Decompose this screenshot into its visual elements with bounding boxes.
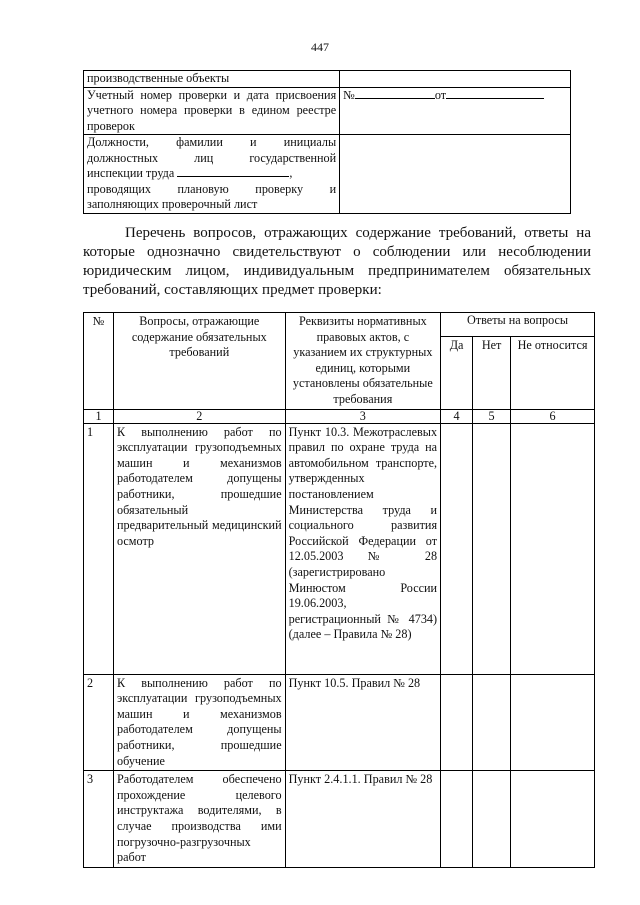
- answer-not-applicable-cell[interactable]: [511, 423, 595, 674]
- inspectors-label: [84, 135, 340, 214]
- column-number: 6: [511, 409, 595, 423]
- column-number: 2: [114, 409, 286, 423]
- production-objects-label: производственные объекты: [84, 71, 340, 88]
- answer-no-cell[interactable]: [473, 423, 511, 674]
- question-text: К выполнению работ по эксплуатации грузоподъемных машин и механизмов работодателем допущены работники, прошедшие обязательный предварительный медицинский осмотр: [114, 423, 286, 674]
- inspectors-line: Должности, фамилии и инициалы: [87, 135, 337, 149]
- answer-yes-cell[interactable]: [441, 423, 473, 674]
- answer-yes-cell[interactable]: [441, 674, 473, 771]
- header-not-applicable: Не относится: [511, 336, 595, 409]
- table-row: [84, 87, 571, 135]
- number-blank: [355, 88, 435, 99]
- inspection-info-table: [83, 70, 571, 214]
- question-text: К выполнению работ по эксплуатации грузоподъемных машин и механизмов работодателем допущены работники, прошедшие обучение: [114, 674, 286, 771]
- requisites-text: Пункт 2.4.1.1. Правил № 28: [285, 771, 440, 868]
- number-sign: №: [343, 87, 355, 102]
- row-number: 3: [84, 771, 114, 868]
- header-answers: Ответы на вопросы: [441, 313, 595, 337]
- header-no-answer: Нет: [473, 336, 511, 409]
- checklist-table: [83, 312, 595, 868]
- table-row: [84, 423, 595, 674]
- inspectors-blank: [177, 166, 289, 177]
- answer-yes-cell[interactable]: [441, 771, 473, 868]
- header-yes: Да: [441, 336, 473, 409]
- column-number: 1: [84, 409, 114, 423]
- header-requisites: Реквизиты нормативных правовых актов, с указанием их структурных единиц, которыми установлены обязательные требования: [285, 313, 440, 410]
- header-no: №: [84, 313, 114, 410]
- row-number: 1: [84, 423, 114, 674]
- inspectors-value: [340, 135, 571, 214]
- answer-no-cell[interactable]: [473, 771, 511, 868]
- intro-text: Перечень вопросов, отражающих содержание требований, ответы на которые однозначно свидетельствуют о соблюдении или несоблюдении юридическим лицом, индивидуальным предпринимателем обязательных требований, составляющих предмет проверки:: [83, 225, 591, 298]
- answer-not-applicable-cell[interactable]: [511, 674, 595, 771]
- table-row: [84, 674, 595, 771]
- question-text: Работодателем обеспечено прохождение целевого инструктажа водителями, в случае производства ими погрузочно-разгрузочных работ: [114, 771, 286, 868]
- requisites-text: Пункт 10.3. Межотраслевых правил по охране труда на автомобильном транспорте, утвержденных постановлением Министерства труда и социального развития Российской Федерации от 12.05.2003 № 28 (зарегистрировано Минюстом России 19.06.2003, регистрационный № 4734) (далее – Правила № 28): [285, 423, 440, 674]
- answer-not-applicable-cell[interactable]: [511, 771, 595, 868]
- column-numbers-row: [84, 409, 595, 423]
- column-number: 5: [473, 409, 511, 423]
- table-row: [84, 135, 571, 214]
- inspectors-line: проводящих плановую проверку и: [87, 181, 337, 196]
- intro-paragraph: [83, 224, 591, 300]
- column-number: 4: [441, 409, 473, 423]
- production-objects-value: [340, 71, 571, 88]
- page-number: 447: [311, 40, 329, 54]
- registration-number-label: Учетный номер проверки и дата присвоения учетного номера проверки в едином реестре проверок: [84, 87, 340, 135]
- answer-no-cell[interactable]: [473, 674, 511, 771]
- row-number: 2: [84, 674, 114, 771]
- header-question: Вопросы, отражающие содержание обязательных требований: [114, 313, 286, 410]
- inspectors-line: инспекции труда ,: [87, 166, 293, 180]
- requisites-text: Пункт 10.5. Правил № 28: [285, 674, 440, 771]
- inspectors-line: должностных лиц государственной: [87, 150, 337, 165]
- date-blank: [446, 88, 544, 99]
- table-row: [84, 771, 595, 868]
- column-number: 3: [285, 409, 440, 423]
- inspectors-line: заполняющих проверочный лист: [87, 197, 258, 211]
- table-row: [84, 71, 571, 88]
- date-from-label: от: [434, 87, 447, 102]
- registration-number-value: [340, 87, 571, 135]
- header-row: [84, 313, 595, 337]
